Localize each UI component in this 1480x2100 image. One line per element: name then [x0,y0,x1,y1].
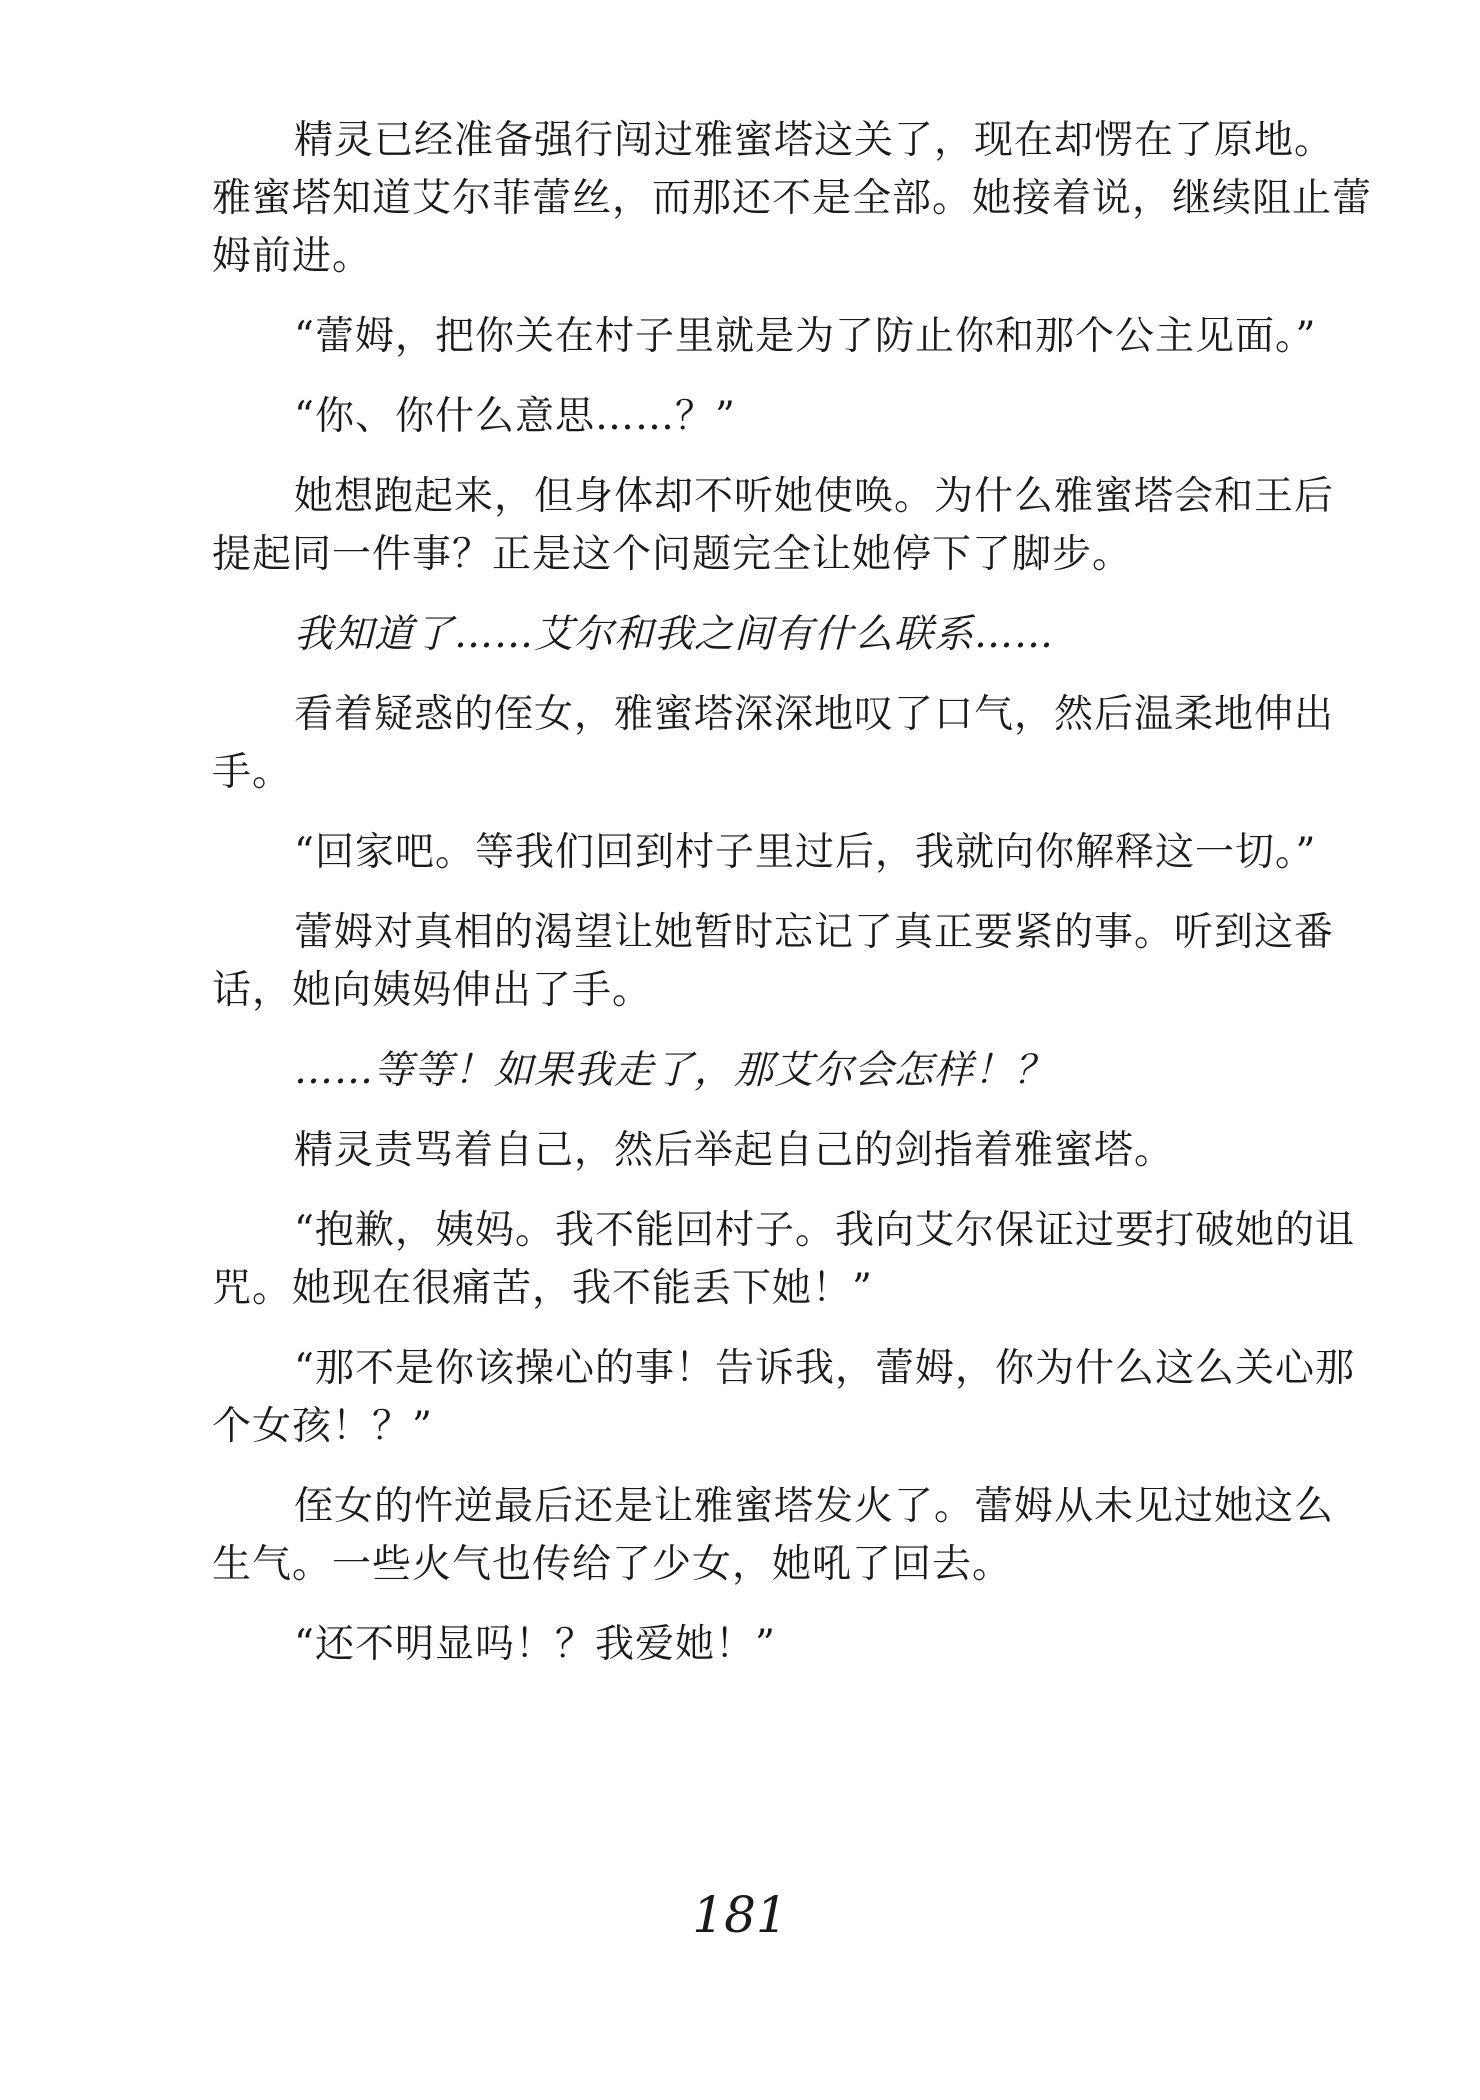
paragraph-14: “还不明显吗！？我爱她！” [294,1622,776,1667]
paragraph-4: 她想跑起来，但身体却不听她使唤。为什么雅蜜塔会和王后提起同一件事？正是这个问题完全让她停下了脚步。 [212,474,1335,577]
paragraph-9: ……等等！如果我走了，那艾尔会怎样！？ [294,1048,1055,1093]
paragraph-8: 蕾姆对真相的渴望让她暂时忘记了真正要紧的事。听到这番话，她向姨妈伸出了手。 [212,910,1335,1013]
page-number: 181 [692,1886,788,1944]
paragraph-12: “那不是你该操心的事！告诉我，蕾姆，你为什么这么关心那个女孩！？” [212,1346,1355,1449]
paragraph-7: “回家吧。等我们回到村子里过后，我就向你解释这一切。” [294,830,1317,875]
paragraph-1: 精灵已经准备强行闯过雅蜜塔这关了，现在却愣在了原地。雅蜜塔知道艾尔菲蕾丝，而那还不是全部。她接着说，继续阻止蕾姆前进。 [212,118,1373,279]
paragraph-11: “抱歉，姨妈。我不能回村子。我向艾尔保证过要打破她的诅咒。她现在很痛苦，我不能丢下她！” [212,1208,1355,1311]
paragraph-10: 精灵责骂着自己，然后举起自己的剑指着雅蜜塔。 [294,1128,1175,1173]
paragraph-6: 看着疑惑的侄女，雅蜜塔深深地叹了口气，然后温柔地伸出手。 [212,692,1335,795]
paragraph-5: 我知道了……艾尔和我之间有什么联系…… [294,612,1055,657]
paragraph-3: “你、你什么意思……？” [294,394,736,439]
paragraph-2: “蕾姆，把你关在村子里就是为了防止你和那个公主见面。” [294,314,1317,359]
page-body [212,112,1372,1696]
paragraph-13: 侄女的忤逆最后还是让雅蜜塔发火了。蕾姆从未见过她这么生气。一些火气也传给了少女，她吼了回去。 [212,1484,1335,1587]
